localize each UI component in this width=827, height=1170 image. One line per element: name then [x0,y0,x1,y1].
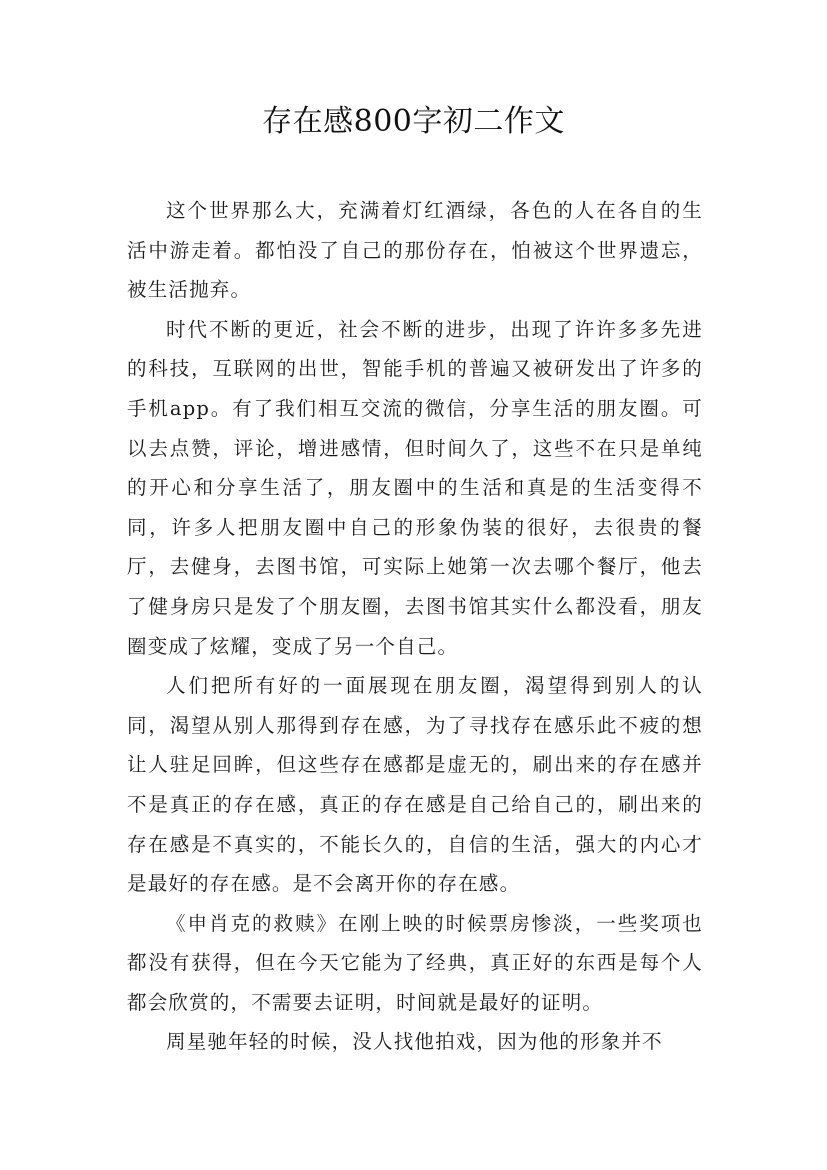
document-title: 存在感800字初二作文 [262,104,565,139]
paragraph: 周星驰年轻的时候，没人找他拍戏，因为他的形象并不 [166,1030,663,1054]
paragraph: 时代不断的更近，社会不断的进步，出现了许许多多先进的科技，互联网的出世，智能手机的普遍又被研发出了许多的手机app。有了我们相互交流的微信，分享生活的朋友圈。可以去点赞，评论，增进感情，但时间久了，这些不在只是单纯的开心和分享生活了，朋友圈中的生活和真是的生活变得不同，许多人把朋友圈中自己的形象伪装的很好，去很贵的餐厅，去健身，去图书馆，可实际上她第一次去哪个餐厅，他去了健身房只是发了个朋友圈，去图书馆其实什么都没看，朋友圈变成了炫耀，变成了另一个自己。 [127,317,703,658]
document-body [127,191,703,1062]
paragraph: 人们把所有好的一面展现在朋友圈，渴望得到别人的认同，渴望从别人那得到存在感，为了寻找存在感乐此不疲的想让人驻足回眸，但这些存在感都是虚无的，刷出来的存在感并不是真正的存在感，真正的存在感是自己给自己的，刷出来的存在感是不真实的，不能长久的，自信的生活，强大的内心才是最好的存在感。是不会离开你的存在感。 [127,674,703,896]
paragraph: 《申肖克的救赎》在刚上映的时候票房惨淡，一些奖项也都没有获得，但在今天它能为了经典，真正好的东西是每个人都会欣赏的，不需要去证明，时间就是最好的证明。 [127,911,703,1014]
paragraph: 这个世界那么大，充满着灯红酒绿，各色的人在各自的生活中游走着。都怕没了自己的那份存在，怕被这个世界遗忘，被生活抛弃。 [127,199,703,302]
